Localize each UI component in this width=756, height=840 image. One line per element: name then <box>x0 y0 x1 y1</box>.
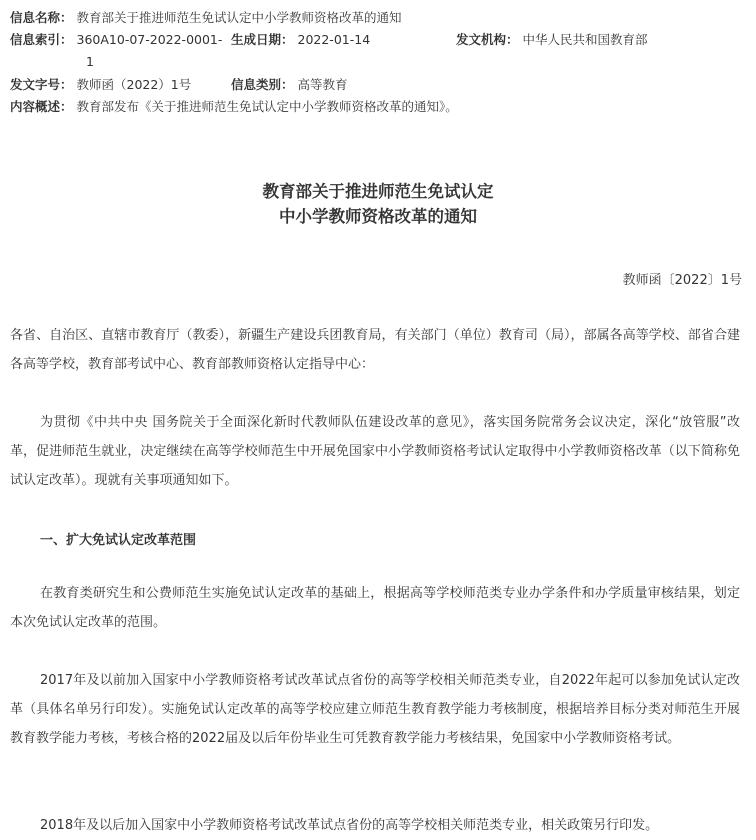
meta-date <box>231 31 370 49</box>
doc-number-value: 教师函（2022）1号 <box>76 77 192 92</box>
addressee-paragraph: 各省、自治区、直辖市教育厅（教委），新疆生产建设兵团教育局，有关部门（单位）教育司（局），部属各高等学校、部省合建各高等学校，教育部考试中心、教育部教师资格认定指导中心： <box>10 328 740 372</box>
issuer-label: 发文机构： <box>456 32 519 47</box>
body-paragraph-2017: 2017年及以前加入国家中小学教师资格考试改革试点省份的高等学校相关师范类专业，自2022年起可以参加免试认定改革（具体名单另行印发）。实施免试认定改革的高等学校应建立师范生教育教学能力考核制度，根据培养目标分类对师范生开展教育教学能力考核，考核合格的2022届及以后年份毕业生可凭教育教学能力考核结果，免国家中小学教师资格考试。 <box>10 673 740 746</box>
info-index-label: 信息索引： <box>10 32 73 47</box>
info-index-value: 360A10-07-2022-0001- <box>76 32 223 47</box>
meta-issuer <box>456 31 648 49</box>
category-value: 高等教育 <box>297 77 348 92</box>
summary-label: 内容概述： <box>10 99 73 114</box>
section-heading-1: 一、扩大免试认定改革范围 <box>40 533 197 548</box>
issuer-value: 中华人民共和国教育部 <box>522 32 648 47</box>
doc-number-label: 发文字号： <box>10 77 73 92</box>
document-title-line1: 教育部关于推进师范生免试认定 <box>262 182 494 201</box>
body-paragraph-scope: 在教育类研究生和公费师范生实施免试认定改革的基础上，根据高等学校师范类专业办学条件和办学质量审核结果，划定本次免试认定改革的范围。 <box>10 586 740 630</box>
document-title-line2: 中小学教师资格改革的通知 <box>279 207 477 226</box>
category-label: 信息类别： <box>231 77 294 92</box>
intro-paragraph: 为贯彻《中共中央 国务院关于全面深化新时代教师队伍建设改革的意见》，落实国务院常务会议决定，深化“放管服”改革，促进师范生就业，决定继续在高等学校师范生中开展免国家中小学教师资格考试认定取得中小学教师资格改革（以下简称免试认定改革）。现就有关事项通知如下。 <box>10 415 740 488</box>
body-paragraph-2018: 2018年及以后加入国家中小学教师资格考试改革试点省份的高等学校相关师范类专业，相关政策另行印发。 <box>40 818 659 833</box>
created-date-label: 生成日期： <box>231 32 294 47</box>
created-date-value: 2022-01-14 <box>297 32 371 47</box>
info-name-value: 教育部关于推进师范生免试认定中小学教师资格改革的通知 <box>76 10 402 25</box>
document-number: 教师函〔2022〕1号 <box>622 273 742 288</box>
meta-row-name <box>10 9 402 27</box>
summary-value: 教育部发布《关于推进师范生免试认定中小学教师资格改革的通知》。 <box>76 99 458 114</box>
meta-summary <box>10 98 458 116</box>
info-index-value-cont: 1 <box>86 54 94 69</box>
meta-docnum <box>10 76 191 94</box>
meta-category <box>231 76 348 94</box>
meta-row-index <box>10 31 222 49</box>
info-name-label: 信息名称： <box>10 10 73 25</box>
